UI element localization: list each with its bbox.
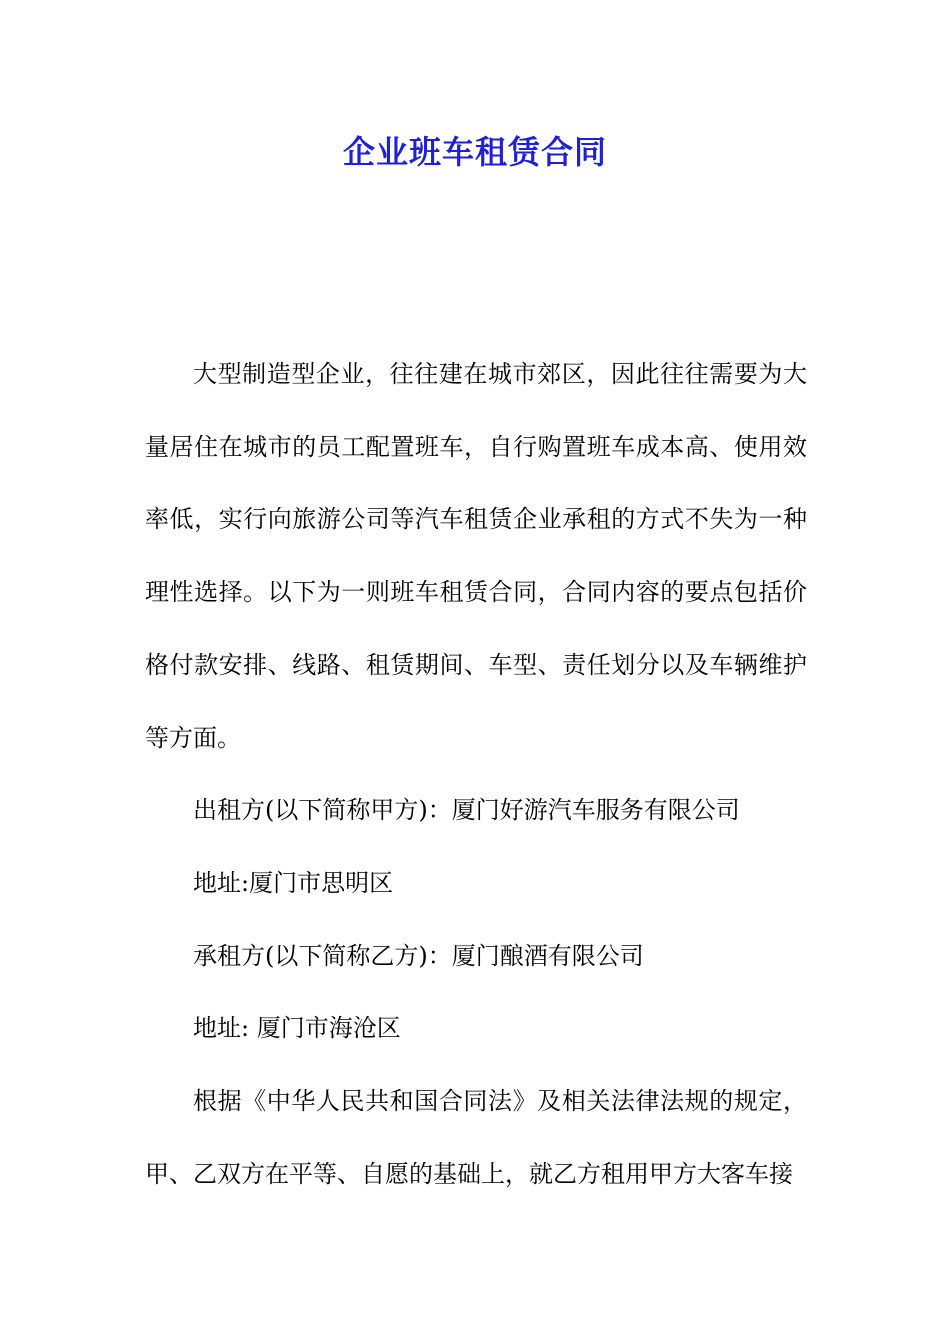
lessee-address: 地址: 厦门市海沧区: [193, 1014, 401, 1043]
document-body: [145, 338, 807, 1210]
lessor-line: 出租方(以下简称甲方)：厦门好游汽车服务有限公司: [193, 796, 740, 825]
document-title: 企业班车租赁合同: [342, 133, 607, 171]
intro-paragraph: 大型制造型企业，往往建在城市郊区，因此往往需要为大量居住在城市的员工配置班车，自行购置班车成本高、使用效率低，实行向旅游公司等汽车租赁企业承租的方式不失为一种理性选择。以下为一则班车租赁合同，合同内容的要点包括价格付款安排、线路、租赁期间、车型、责任划分以及车辆维护等方面。: [145, 360, 807, 752]
lessor-address: 地址:厦门市思明区: [193, 868, 394, 897]
lessee-line: 承租方(以下简称乙方)：厦门酿酒有限公司: [193, 941, 644, 970]
legal-basis-paragraph: 根据《中华人民共和国合同法》及相关法律法规的规定，甲、乙双方在平等、自愿的基础上，就乙方租用甲方大客车接: [145, 1087, 807, 1188]
